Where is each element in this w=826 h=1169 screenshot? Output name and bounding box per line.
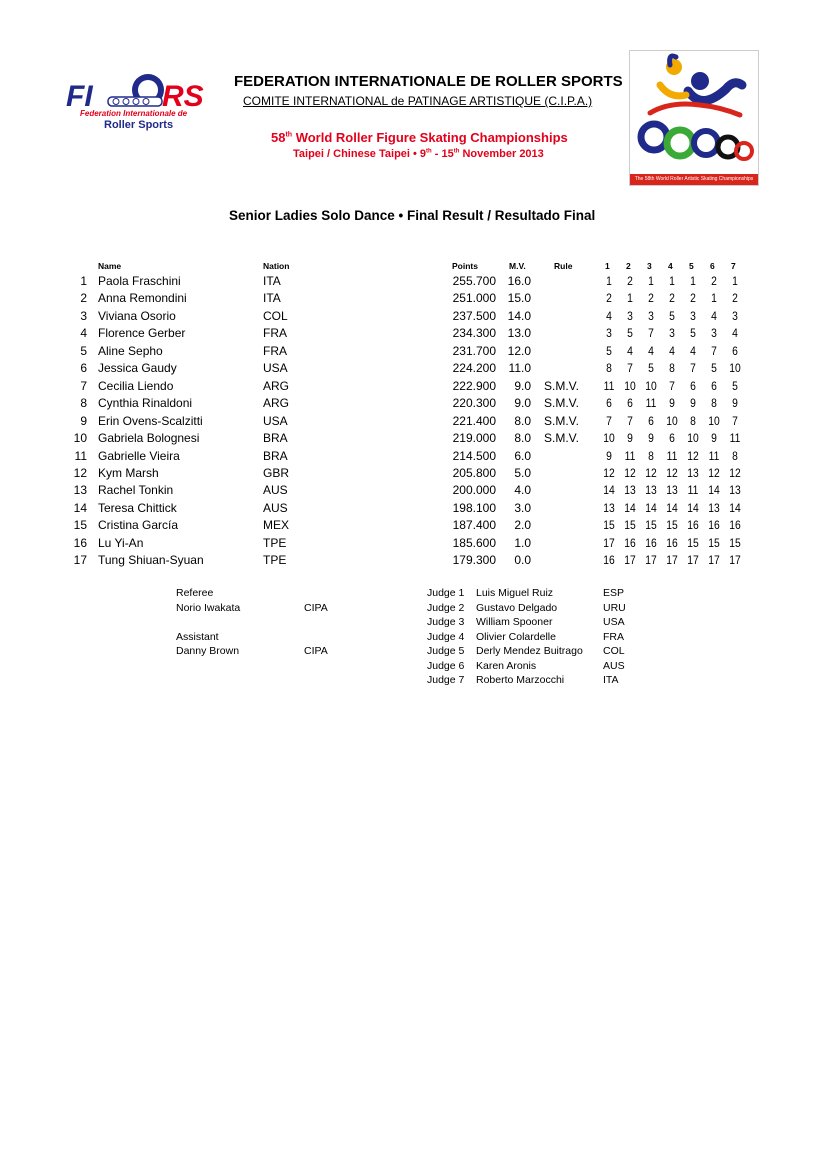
- mv-cell: 13.0: [507, 326, 531, 341]
- judge-placement-cell: 7: [627, 413, 633, 428]
- judge-placement-cell: 2: [627, 274, 633, 288]
- judge-name: Karen Aronis: [476, 659, 537, 672]
- judge-placement-cell: 6: [669, 431, 675, 446]
- judge-placement-cell: 16: [708, 518, 720, 533]
- nation-cell: FRA: [263, 326, 287, 341]
- name-cell: Cynthia Rinaldoni: [98, 396, 193, 411]
- table-row: [0, 431, 826, 448]
- points-cell: 179.300: [452, 553, 496, 568]
- points-cell: 222.900: [452, 378, 496, 393]
- table-row: [0, 344, 826, 361]
- nation-cell: ARG: [263, 396, 290, 411]
- judge-placement-cell: 6: [732, 343, 738, 358]
- judge-placement-cell: 8: [690, 413, 696, 428]
- judge-placement-cell: 8: [648, 448, 654, 463]
- judge-placement-cell: 13: [708, 500, 720, 515]
- name-cell: Gabriela Bolognesi: [98, 431, 200, 446]
- mv-cell: 9.0: [514, 396, 531, 411]
- firs-logo-fi: FI: [66, 80, 93, 113]
- assistant-org: CIPA: [304, 645, 328, 657]
- judge-label: Judge 2: [427, 601, 465, 614]
- judge-placement-cell: 16: [666, 535, 678, 550]
- rank-cell: 6: [80, 361, 87, 376]
- nation-cell: ITA: [263, 274, 281, 288]
- judge-placement-cell: 9: [711, 431, 717, 446]
- judge-placement-cell: 16: [645, 535, 657, 550]
- rule-cell: S.M.V.: [544, 396, 579, 411]
- name-cell: Gabrielle Vieira: [98, 448, 180, 463]
- championship-rest: World Roller Figure Skating Championships: [292, 130, 568, 145]
- judge-nation: COL: [603, 645, 625, 657]
- judge-placement-cell: 1: [606, 274, 612, 288]
- col-header-rule: Rule: [554, 261, 573, 271]
- judge-placement-cell: 3: [690, 308, 696, 323]
- table-row: [0, 396, 826, 413]
- points-cell: 187.400: [452, 518, 496, 533]
- location-post: November 2013: [459, 148, 544, 160]
- mv-cell: 16.0: [507, 274, 531, 288]
- name-cell: Anna Remondini: [98, 291, 187, 306]
- table-row: [0, 553, 826, 570]
- judge-placement-cell: 4: [669, 343, 675, 358]
- table-row: [0, 483, 826, 500]
- assistant-name: Danny Brown: [176, 645, 240, 657]
- judge-name: Luis Miguel Ruiz: [476, 587, 554, 599]
- judge-placement-cell: 5: [648, 361, 654, 376]
- judge-placement-cell: 5: [732, 378, 738, 393]
- judge-placement-cell: 7: [711, 343, 717, 358]
- nation-cell: AUS: [263, 483, 288, 498]
- rank-cell: 7: [80, 378, 87, 393]
- judge-placement-cell: 3: [711, 326, 717, 341]
- name-cell: Kym Marsh: [98, 465, 159, 480]
- rank-cell: 14: [73, 500, 87, 515]
- judge-name: Derly Mendez Buitrago: [476, 645, 583, 657]
- nation-cell: TPE: [263, 535, 287, 550]
- judge-placement-cell: 10: [708, 413, 720, 428]
- judge-placement-cell: 9: [669, 396, 675, 411]
- judge-placement-cell: 12: [708, 465, 720, 480]
- points-cell: 224.200: [452, 361, 496, 376]
- judge-nation: USA: [603, 616, 625, 628]
- rank-cell: 2: [80, 291, 87, 306]
- judge-placement-cell: 9: [648, 431, 654, 446]
- col-header-judge-3: 3: [647, 261, 652, 271]
- judge-placement-cell: 17: [603, 535, 615, 550]
- judge-placement-cell: 2: [606, 291, 612, 306]
- referee-label: Referee: [176, 587, 214, 599]
- judge-placement-cell: 9: [732, 396, 738, 411]
- judge-placement-cell: 7: [627, 361, 633, 376]
- points-cell: 198.100: [452, 500, 496, 515]
- name-cell: Tung Shiuan-Syuan: [98, 553, 204, 568]
- name-cell: Jessica Gaudy: [98, 361, 177, 376]
- mv-cell: 4.0: [514, 483, 531, 498]
- rank-cell: 3: [80, 308, 87, 323]
- judge-placement-cell: 4: [648, 343, 654, 358]
- judge-placement-cell: 10: [687, 431, 699, 446]
- rank-cell: 17: [73, 553, 87, 568]
- name-cell: Cecilia Liendo: [98, 378, 174, 393]
- judge-name: Roberto Marzocchi: [476, 674, 565, 686]
- judge-label: Judge 4: [427, 630, 465, 643]
- table-row: [0, 361, 826, 378]
- mv-cell: 9.0: [514, 378, 531, 393]
- judge-placement-cell: 7: [732, 413, 738, 428]
- name-cell: Teresa Chittick: [98, 500, 177, 515]
- judge-placement-cell: 15: [687, 535, 699, 550]
- judge-placement-cell: 3: [669, 326, 675, 341]
- mv-cell: 6.0: [514, 448, 531, 463]
- mv-cell: 12.0: [507, 343, 531, 358]
- judge-placement-cell: 11: [624, 448, 636, 463]
- points-cell: 220.300: [452, 396, 496, 411]
- judge-label: Judge 3: [427, 616, 465, 628]
- judge-placement-cell: 17: [624, 553, 636, 568]
- judge-placement-cell: 17: [708, 553, 720, 568]
- rank-cell: 13: [73, 483, 87, 498]
- judge-placement-cell: 3: [606, 326, 612, 341]
- rank-cell: 12: [73, 465, 87, 480]
- points-cell: 251.000: [452, 291, 496, 306]
- mv-cell: 8.0: [514, 431, 531, 446]
- firs-logo-rs: RS: [162, 80, 204, 113]
- judge-placement-cell: 13: [687, 465, 699, 480]
- points-cell: 200.000: [452, 483, 496, 498]
- table-row: [0, 501, 826, 518]
- judge-placement-cell: 2: [669, 291, 675, 306]
- rank-cell: 11: [74, 448, 87, 463]
- judge-placement-cell: 14: [729, 500, 741, 515]
- referee-org: CIPA: [304, 602, 328, 614]
- judge-placement-cell: 1: [648, 274, 654, 288]
- judge-label: Judge 1: [427, 587, 465, 599]
- location-sup1: th: [426, 148, 432, 155]
- rule-cell: S.M.V.: [544, 413, 579, 428]
- nation-cell: AUS: [263, 500, 288, 515]
- mv-cell: 0.0: [514, 553, 531, 568]
- rank-cell: 5: [80, 343, 87, 358]
- rule-cell: S.M.V.: [544, 431, 579, 446]
- judge-placement-cell: 4: [606, 308, 612, 323]
- mv-cell: 2.0: [514, 518, 531, 533]
- judge-placement-cell: 8: [606, 361, 612, 376]
- judge-placement-cell: 6: [627, 396, 633, 411]
- judge-placement-cell: 13: [729, 483, 741, 498]
- points-cell: 214.500: [452, 448, 496, 463]
- table-row: [0, 379, 826, 396]
- judge-placement-cell: 3: [648, 308, 654, 323]
- name-cell: Viviana Osorio: [98, 308, 176, 323]
- judge-nation: URU: [603, 601, 626, 614]
- championship-logo: [629, 50, 759, 186]
- mv-cell: 1.0: [514, 535, 531, 550]
- nation-cell: BRA: [263, 431, 288, 446]
- judge-placement-cell: 15: [624, 518, 636, 533]
- judge-placement-cell: 12: [666, 465, 678, 480]
- nation-cell: ARG: [263, 378, 290, 393]
- rank-cell: 10: [73, 431, 87, 446]
- col-header-judge-6: 6: [710, 261, 715, 271]
- judge-placement-cell: 5: [627, 326, 633, 341]
- judge-placement-cell: 17: [666, 553, 678, 568]
- judge-placement-cell: 17: [687, 553, 699, 568]
- table-row: [0, 449, 826, 466]
- rank-cell: 15: [73, 518, 87, 533]
- rank-cell: 16: [73, 535, 87, 550]
- judge-placement-cell: 17: [729, 553, 741, 568]
- judge-placement-cell: 10: [729, 361, 741, 376]
- judge-placement-cell: 5: [606, 343, 612, 358]
- judge-placement-cell: 5: [669, 308, 675, 323]
- judge-placement-cell: 15: [645, 518, 657, 533]
- rank-cell: 1: [80, 274, 87, 288]
- firs-logo-subtitle2: Roller Sports: [104, 119, 174, 131]
- judge-placement-cell: 16: [624, 535, 636, 550]
- judge-placement-cell: 12: [645, 465, 657, 480]
- judge-placement-cell: 17: [645, 553, 657, 568]
- judge-placement-cell: 7: [690, 361, 696, 376]
- col-header-judge-2: 2: [626, 261, 631, 271]
- judge-label: Judge 7: [427, 674, 465, 686]
- judge-placement-cell: 1: [690, 274, 696, 288]
- mv-cell: 14.0: [507, 308, 531, 323]
- judge-placement-cell: 2: [711, 274, 717, 288]
- judge-placement-cell: 14: [603, 483, 615, 498]
- location-pre: Taipei / Chinese Taipei • 9: [293, 148, 427, 160]
- nation-cell: FRA: [263, 343, 287, 358]
- mv-cell: 15.0: [507, 291, 531, 306]
- name-cell: Paola Fraschini: [98, 274, 181, 288]
- table-row: [0, 414, 826, 431]
- name-cell: Rachel Tonkin: [98, 483, 174, 498]
- judge-placement-cell: 2: [732, 291, 738, 306]
- judge-placement-cell: 9: [690, 396, 696, 411]
- judge-placement-cell: 15: [666, 518, 678, 533]
- judge-placement-cell: 11: [708, 448, 720, 463]
- mv-cell: 5.0: [514, 465, 531, 480]
- championship-logo-caption: The 58th World Roller Artistic Skating Championships: [630, 174, 758, 185]
- mv-cell: 11.0: [508, 361, 531, 376]
- nation-cell: GBR: [263, 465, 290, 480]
- judge-name: Gustavo Delgado: [476, 601, 558, 614]
- judge-label: Judge 5: [427, 645, 465, 657]
- judge-placement-cell: 4: [732, 326, 738, 341]
- col-header-name: Name: [98, 261, 122, 271]
- points-cell: 234.300: [452, 326, 496, 341]
- name-cell: Florence Gerber: [98, 326, 186, 341]
- judge-placement-cell: 14: [708, 483, 720, 498]
- judge-placement-cell: 1: [669, 274, 675, 288]
- judge-placement-cell: 11: [666, 448, 678, 463]
- judge-placement-cell: 12: [687, 448, 699, 463]
- name-cell: Cristina García: [98, 518, 179, 533]
- col-header-mv: M.V.: [509, 261, 526, 271]
- nation-cell: BRA: [263, 448, 288, 463]
- nation-cell: USA: [263, 361, 288, 376]
- nation-cell: TPE: [263, 553, 287, 568]
- judge-placement-cell: 6: [648, 413, 654, 428]
- judge-placement-cell: 13: [666, 483, 678, 498]
- judge-placement-cell: 10: [624, 378, 636, 393]
- judge-placement-cell: 3: [732, 308, 738, 323]
- col-header-nation: Nation: [263, 261, 290, 271]
- judge-placement-cell: 2: [648, 291, 654, 306]
- judge-placement-cell: 12: [603, 465, 615, 480]
- col-header-judge-1: 1: [605, 261, 610, 271]
- judge-nation: ITA: [603, 674, 619, 686]
- col-header-judge-4: 4: [668, 261, 673, 271]
- points-cell: 221.400: [452, 413, 496, 428]
- judge-name: Olivier Colardelle: [476, 630, 556, 643]
- judge-placement-cell: 11: [603, 378, 615, 393]
- referee-name: Norio Iwakata: [176, 602, 241, 614]
- table-row: [0, 466, 826, 483]
- table-row: [0, 326, 826, 343]
- nation-cell: MEX: [263, 518, 290, 533]
- points-cell: 185.600: [452, 535, 496, 550]
- table-row: [0, 518, 826, 535]
- judge-placement-cell: 4: [690, 343, 696, 358]
- judge-label: Judge 6: [427, 659, 465, 672]
- judge-placement-cell: 5: [711, 361, 717, 376]
- rule-cell: S.M.V.: [544, 378, 579, 393]
- rank-cell: 4: [80, 326, 87, 341]
- firs-logo: [66, 70, 221, 132]
- judge-placement-cell: 15: [603, 518, 615, 533]
- championship-number: 58: [271, 130, 286, 145]
- judge-placement-cell: 9: [606, 448, 612, 463]
- judge-placement-cell: 12: [729, 465, 741, 480]
- judge-placement-cell: 13: [624, 483, 636, 498]
- judge-placement-cell: 11: [729, 431, 741, 446]
- championship-location: [293, 148, 544, 160]
- judge-placement-cell: 16: [603, 553, 615, 568]
- col-header-judge-5: 5: [689, 261, 694, 271]
- name-cell: Lu Yi-An: [98, 535, 144, 550]
- judge-placement-cell: 15: [708, 535, 720, 550]
- judge-placement-cell: 16: [729, 518, 741, 533]
- nation-cell: USA: [263, 413, 288, 428]
- judge-placement-cell: 7: [669, 378, 675, 393]
- judge-placement-cell: 4: [711, 308, 717, 323]
- col-header-judge-7: 7: [731, 261, 736, 271]
- judge-placement-cell: 14: [687, 500, 699, 515]
- table-row: [0, 536, 826, 553]
- judge-placement-cell: 14: [645, 500, 657, 515]
- judge-placement-cell: 3: [627, 308, 633, 323]
- table-row: [0, 309, 826, 326]
- judge-name: William Spooner: [476, 616, 553, 628]
- judge-placement-cell: 1: [627, 291, 633, 306]
- document-title: Senior Ladies Solo Dance • Final Result / Resultado Final: [229, 208, 596, 223]
- judge-placement-cell: 14: [666, 500, 678, 515]
- mv-cell: 8.0: [514, 413, 531, 428]
- points-cell: 255.700: [452, 274, 496, 288]
- judge-placement-cell: 6: [690, 378, 696, 393]
- judge-placement-cell: 13: [603, 500, 615, 515]
- judge-placement-cell: 8: [732, 448, 738, 463]
- judge-placement-cell: 2: [690, 291, 696, 306]
- judge-placement-cell: 1: [711, 291, 717, 306]
- judge-placement-cell: 7: [606, 413, 612, 428]
- name-cell: Erin Ovens-Scalzitti: [98, 413, 203, 428]
- mv-cell: 3.0: [514, 500, 531, 515]
- judge-placement-cell: 11: [687, 483, 699, 498]
- points-cell: 237.500: [452, 308, 496, 323]
- judge-placement-cell: 10: [645, 378, 657, 393]
- judge-placement-cell: 8: [711, 396, 717, 411]
- judge-placement-cell: 5: [690, 326, 696, 341]
- committee-subtitle: COMITE INTERNATIONAL de PATINAGE ARTISTIQUE (C.I.P.A.): [243, 94, 593, 108]
- name-cell: Aline Sepho: [98, 343, 163, 358]
- judge-nation: ESP: [603, 587, 625, 599]
- championship-sup: th: [285, 131, 293, 139]
- judge-placement-cell: 6: [606, 396, 612, 411]
- judge-placement-cell: 12: [624, 465, 636, 480]
- judge-placement-cell: 4: [627, 343, 633, 358]
- rank-cell: 8: [80, 396, 87, 411]
- judge-placement-cell: 16: [687, 518, 699, 533]
- firs-logo-subtitle1: Federation Internationale de: [80, 109, 188, 118]
- table-row: [0, 274, 826, 291]
- judge-placement-cell: 10: [666, 413, 678, 428]
- judge-placement-cell: 6: [711, 378, 717, 393]
- points-cell: 219.000: [452, 431, 496, 446]
- judge-placement-cell: 7: [648, 326, 654, 341]
- judge-nation: FRA: [603, 630, 624, 643]
- judge-placement-cell: 13: [645, 483, 657, 498]
- championship-title: [271, 130, 568, 145]
- location-mid: - 15: [431, 148, 454, 160]
- judge-placement-cell: 14: [624, 500, 636, 515]
- points-cell: 231.700: [452, 343, 496, 358]
- judge-nation: AUS: [603, 659, 625, 672]
- points-cell: 205.800: [452, 465, 496, 480]
- nation-cell: ITA: [263, 291, 281, 306]
- federation-title: FEDERATION INTERNATIONALE DE ROLLER SPORTS: [234, 73, 623, 90]
- col-header-points: Points: [452, 261, 478, 271]
- nation-cell: COL: [263, 308, 288, 323]
- rank-cell: 9: [80, 413, 87, 428]
- judge-placement-cell: 15: [729, 535, 741, 550]
- judge-placement-cell: 9: [627, 431, 633, 446]
- location-sup2: th: [453, 148, 460, 155]
- judge-placement-cell: 11: [645, 396, 657, 411]
- judge-placement-cell: 1: [732, 274, 738, 288]
- table-row: [0, 291, 826, 308]
- judge-placement-cell: 10: [603, 431, 615, 446]
- assistant-label: Assistant: [176, 631, 219, 643]
- judge-placement-cell: 8: [669, 361, 675, 376]
